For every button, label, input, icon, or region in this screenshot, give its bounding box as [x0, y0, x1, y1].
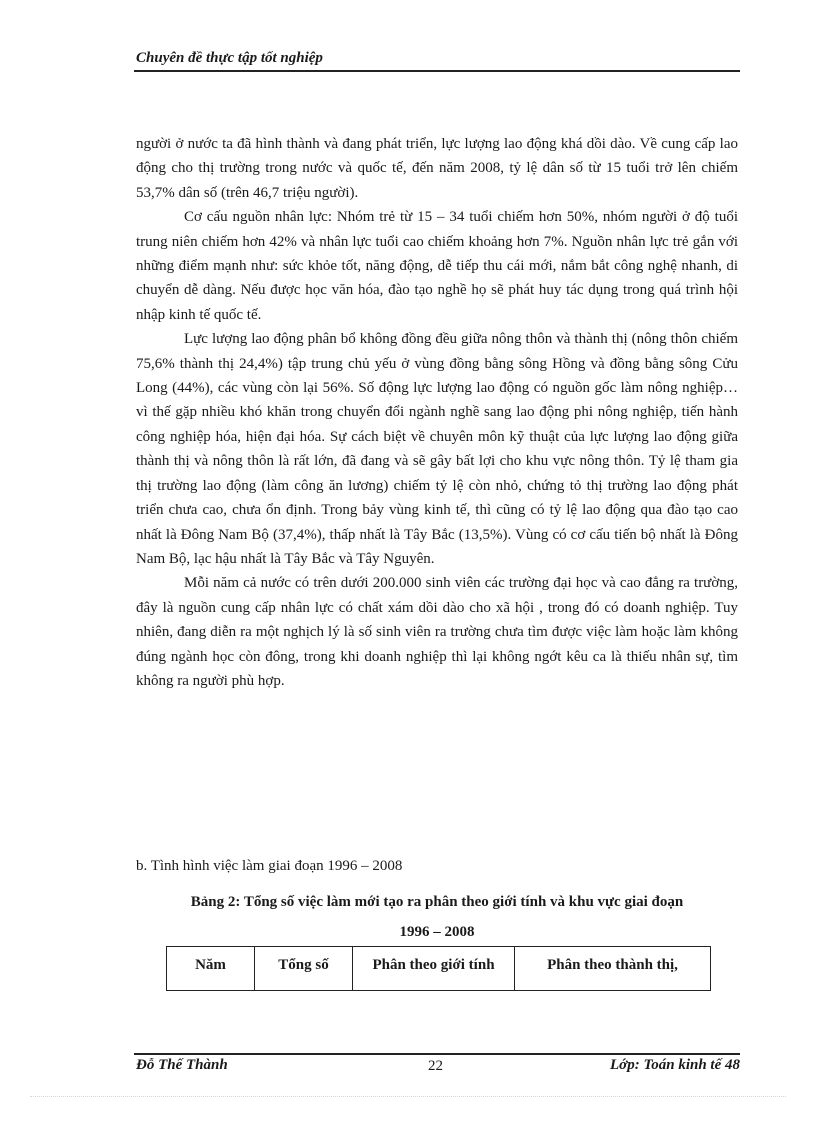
- paragraph-4: Mỗi năm cả nước có trên dưới 200.000 sinh viên các trường đại học và cao đẳng ra trường, đây là nguồn cung cấp nhân lực có chất xám dồi dào cho xã hội , trong đó có doanh nghiệp. Tuy nhiên, đang diễn ra một nghịch lý là số sinh viên ra trường chưa tìm được việc làm hoặc làm không đúng ngành học còn đông, trong khi doanh nghiệp thì lại không ngớt kêu ca là thiếu nhân sự, tìm không ra người phù hợp.: [136, 575, 738, 689]
- header-year: Năm: [167, 947, 255, 991]
- header-total: Tổng số: [255, 947, 353, 991]
- page-edge-line: [30, 1096, 786, 1097]
- table-header-row: [167, 947, 711, 991]
- table-caption-line-1: Bảng 2: Tổng số việc làm mới tạo ra phân theo giới tính và khu vực giai đoạn: [190, 894, 684, 910]
- header-divider: [134, 70, 740, 72]
- page-number: 22: [428, 1058, 443, 1074]
- header-by-gender: Phân theo giới tính: [353, 947, 515, 991]
- paragraph-3: Lực lượng lao động phân bổ không đồng đều giữa nông thôn và thành thị (nông thôn chiếm 75,6% thành thị 24,4%) tập trung chủ yếu ở vùng đồng bằng sông Hồng và đồng bằng sông Cửu Long (44%), các vùng còn lại 56%. Số động lực lượng lao động có nguồn gốc làm nông nghiệp… vì thế gặp nhiều khó khăn trong chuyển đổi ngành nghề sang lao động phi nông nghiệp, tiến hành công nghiệp hóa, hiện đại hóa. Sự cách biệt về chuyên môn kỹ thuật của lực lượng lao động giữa thành thị và nông thôn là rất lớn, đã đang và sẽ gây bất lợi cho khu vực nông thôn. Tỷ lệ tham gia thị trường lao động (làm công ăn lương) chiếm tỷ lệ còn nhỏ, chứng tỏ thị trường lao động phát triển chưa cao, chưa ổn định. Trong bảy vùng kinh tế, thì cũng có tỷ lệ lao động qua đào tạo cao nhất là Đông Nam Bộ (37,4%), thấp nhất là Tây Bắc (13,5%). Vùng có cơ cấu tiến bộ nhất là Đông Nam Bộ, lạc hậu nhất là Tây Bắc và Tây Nguyên.: [136, 331, 738, 567]
- paragraph-2: Cơ cấu nguồn nhân lực: Nhóm trẻ từ 15 – 34 tuổi chiếm hơn 50%, nhóm người ở độ tuổi trung niên chiếm hơn 42% và nhân lực tuổi cao chiếm khoảng hơn 7%. Nguồn nhân lực trẻ gắn với những điểm mạnh như: sức khỏe tốt, năng động, dễ tiếp thu cái mới, nắm bắt công nghệ nhanh, di chuyển dễ dàng. Nếu được học văn hóa, đào tạo nghề họ sẽ phát huy tác dụng trong quá trình hội nhập kinh tế quốc tế.: [136, 209, 738, 323]
- table-caption-line-2: 1996 – 2008: [399, 924, 475, 940]
- header-by-urban: Phân theo thành thị,: [515, 947, 711, 991]
- footer-class: Lớp: Toán kinh tế 48: [609, 1057, 740, 1073]
- body-text: [136, 132, 738, 693]
- document-header-title: Chuyên đề thực tập tốt nghiệp: [136, 50, 323, 66]
- footer-author: Đỗ Thế Thành: [136, 1057, 228, 1073]
- section-heading: b. Tình hình việc làm giai đoạn 1996 – 2008: [136, 858, 403, 874]
- employment-table: [166, 946, 711, 991]
- paragraph-1: người ở nước ta đã hình thành và đang phát triển, lực lượng lao động khá dồi dào. Về cung cấp lao động cho thị trường trong nước và quốc tế, đến năm 2008, tỷ lệ dân số từ 15 tuổi trở lên chiếm 53,7% dân số (trên 46,7 triệu người).: [136, 136, 738, 201]
- footer-divider: [134, 1053, 740, 1055]
- table-caption: [136, 887, 738, 947]
